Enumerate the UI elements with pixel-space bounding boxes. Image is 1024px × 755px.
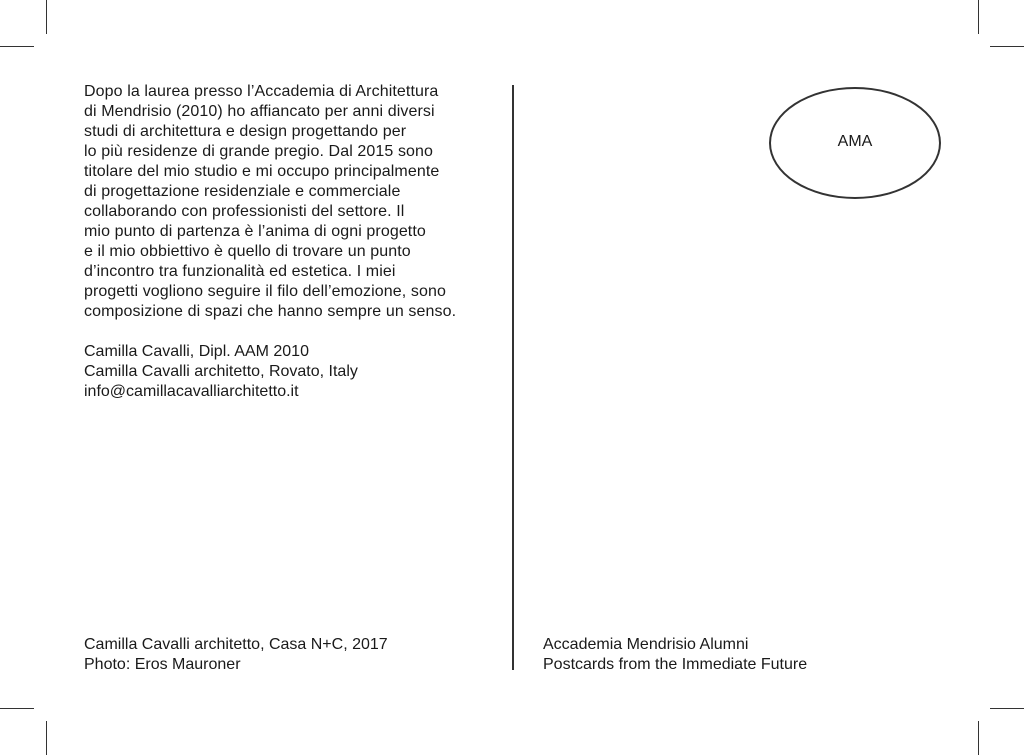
contact-email: info@camillacavalliarchitetto.it: [84, 383, 299, 400]
bio-line: composizione di spazi che hanno sempre un senso.: [84, 303, 457, 320]
bio-line: d’incontro tra funzionalità ed estetica. I miei: [84, 263, 396, 280]
bio-line: studi di architettura e design progettando per: [84, 123, 407, 140]
bio-line: mio punto di partenza è l’anima di ogni progetto: [84, 223, 426, 240]
bio-text: [84, 82, 494, 322]
bio-line: Dopo la laurea presso l’Accademia di Architettura: [84, 83, 439, 100]
stamp-oval: [769, 87, 941, 199]
contact-studio: Camilla Cavalli architetto, Rovato, Italy: [84, 363, 358, 380]
postcard-divider: [512, 85, 514, 670]
credit-project: Camilla Cavalli architetto, Casa N+C, 2017: [84, 636, 388, 653]
publisher-name: Accademia Mendrisio Alumni: [543, 636, 749, 653]
stamp-label: AMA: [837, 133, 873, 150]
crop-mark-bottom-left-vertical: [46, 721, 47, 755]
bio-line: di Mendrisio (2010) ho affiancato per anni diversi: [84, 103, 435, 120]
publisher-block: [543, 635, 963, 675]
bio-line: progetti vogliono seguire il filo dell’emozione, sono: [84, 283, 446, 300]
crop-mark-top-left-vertical: [46, 0, 47, 34]
bio-line: lo più residenze di grande pregio. Dal 2015 sono: [84, 143, 434, 160]
contact-block: [84, 342, 494, 402]
crop-mark-bottom-left-horizontal: [0, 708, 34, 709]
bio-line: e il mio obbiettivo è quello di trovare un punto: [84, 243, 411, 260]
bio-line: collaborando con professionisti del settore. Il: [84, 203, 405, 220]
crop-mark-top-right-horizontal: [990, 46, 1024, 47]
crop-mark-bottom-right-vertical: [978, 721, 979, 755]
bio-line: titolare del mio studio e mi occupo principalmente: [84, 163, 440, 180]
contact-name: Camilla Cavalli, Dipl. AAM 2010: [84, 343, 309, 360]
credit-photographer: Photo: Eros Mauroner: [84, 656, 241, 673]
publisher-series: Postcards from the Immediate Future: [543, 656, 808, 673]
crop-mark-top-left-horizontal: [0, 46, 34, 47]
crop-mark-bottom-right-horizontal: [990, 708, 1024, 709]
bio-line: di progettazione residenziale e commerciale: [84, 183, 401, 200]
crop-mark-top-right-vertical: [978, 0, 979, 34]
photo-credit: [84, 635, 494, 675]
